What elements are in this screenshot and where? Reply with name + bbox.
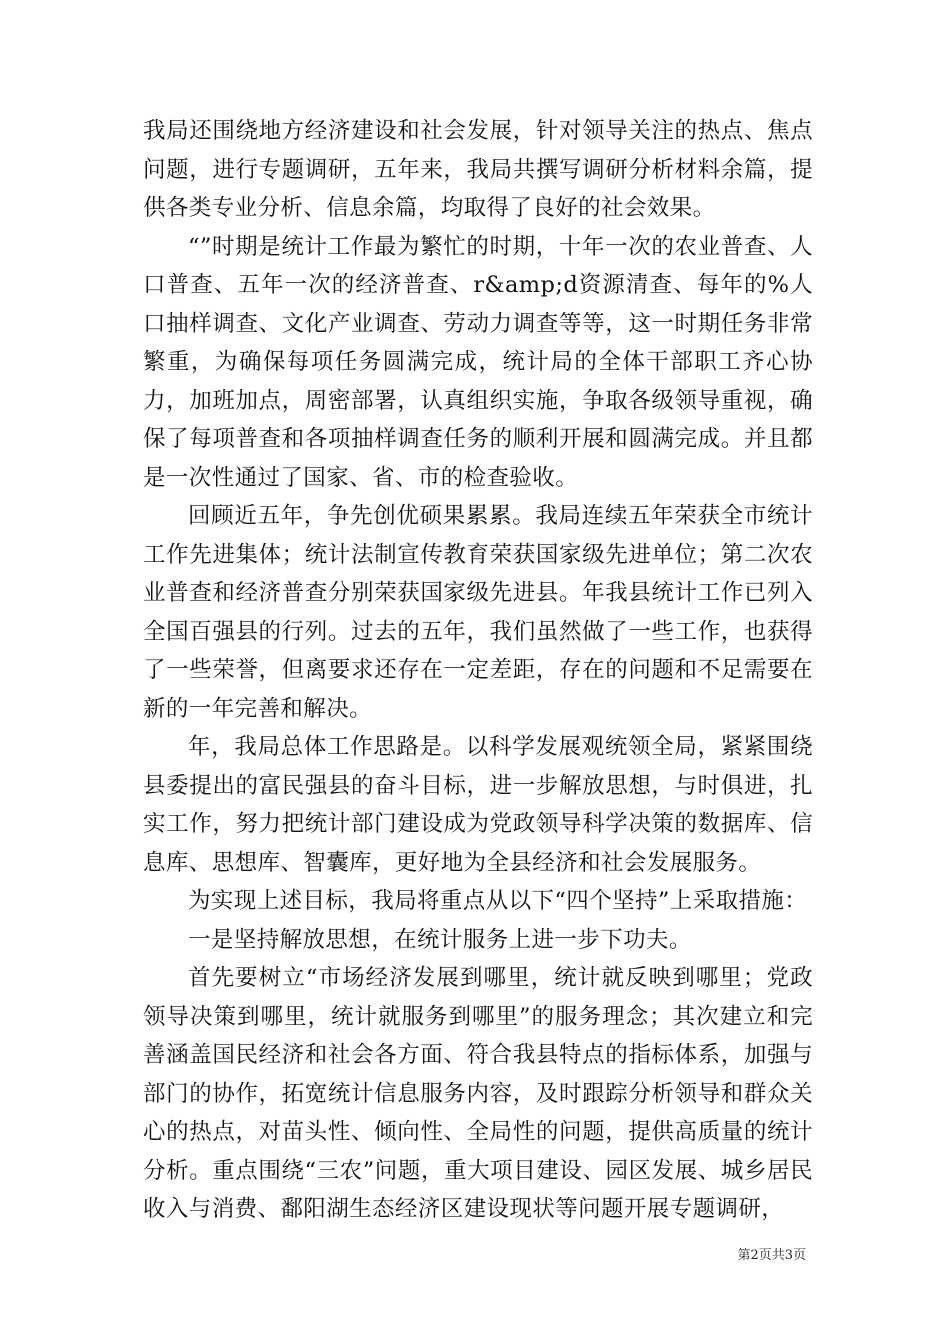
paragraph-7: 首先要树立“市场经济发展到哪里，统计就反映到哪里；党政领导决策到哪里，统计就服务到哪里”的服务理念；其次建立和完善涵盖国民经济和社会各方面、符合我县特点的指标体系，加强与部门的协作，拓宽统计信息服务内容，及时跟踪分析领导和群众关心的热点，对苗头性、倾向性、全局性的问题，提供高质量的统计分析。重点围绕“三农”问题，重大项目建设、园区发展、城乡居民收入与消费、鄱阳湖生态经济区建设现状等问题开展专题调研，	[143, 965, 813, 1222]
paragraph-1: 我局还围绕地方经济建设和社会发展，针对领导关注的热点、焦点问题，进行专题调研，五年来，我局共撰写调研分析材料余篇，提供各类专业分析、信息余篇，均取得了良好的社会效果。	[143, 118, 813, 221]
paragraph-6: 一是坚持解放思想，在统计服务上进一步下功夫。	[188, 926, 692, 953]
paragraph-3: 回顾近五年，争先创优硕果累累。我局连续五年荣获全市统计工作先进集体；统计法制宣传教育荣获国家级先进单位；第二次农业普查和经济普查分别荣获国家级先进县。年我县统计工作已列入全国百强县的行列。过去的五年，我们虽然做了一些工作，也获得了一些荣誉，但离要求还存在一定差距，存在的问题和不足需要在新的一年完善和解决。	[143, 503, 813, 722]
paragraph-4: 年，我局总体工作思路是。以科学发展观统领全局，紧紧围绕县委提出的富民强县的奋斗目标，进一步解放思想，与时俱进，扎实工作，努力把统计部门建设成为党政领导科学决策的数据库、信息库、思想库、智囊库，更好地为全县经济和社会发展服务。	[143, 734, 813, 876]
paragraph-2: “”时期是统计工作最为繁忙的时期，十年一次的农业普查、人口普查、五年一次的经济普查、r&amp;d资源清查、每年的%人口抽样调查、文化产业调查、劳动力调查等等，这一时期任务非常繁重，为确保每项任务圆满完成，统计局的全体干部职工齐心协力，加班加点，周密部署，认真组织实施，争取各级领导重视，确保了每项普查和各项抽样调查任务的顺利开展和圆满完成。并且都是一次性通过了国家、省、市的检查验收。	[143, 233, 813, 491]
page-number-footer: 第2页共3页	[737, 1248, 806, 1263]
document-body	[143, 112, 813, 1229]
paragraph-5: 为实现上述目标，我局将重点从以下“四个坚持”上采取措施：	[188, 888, 808, 914]
